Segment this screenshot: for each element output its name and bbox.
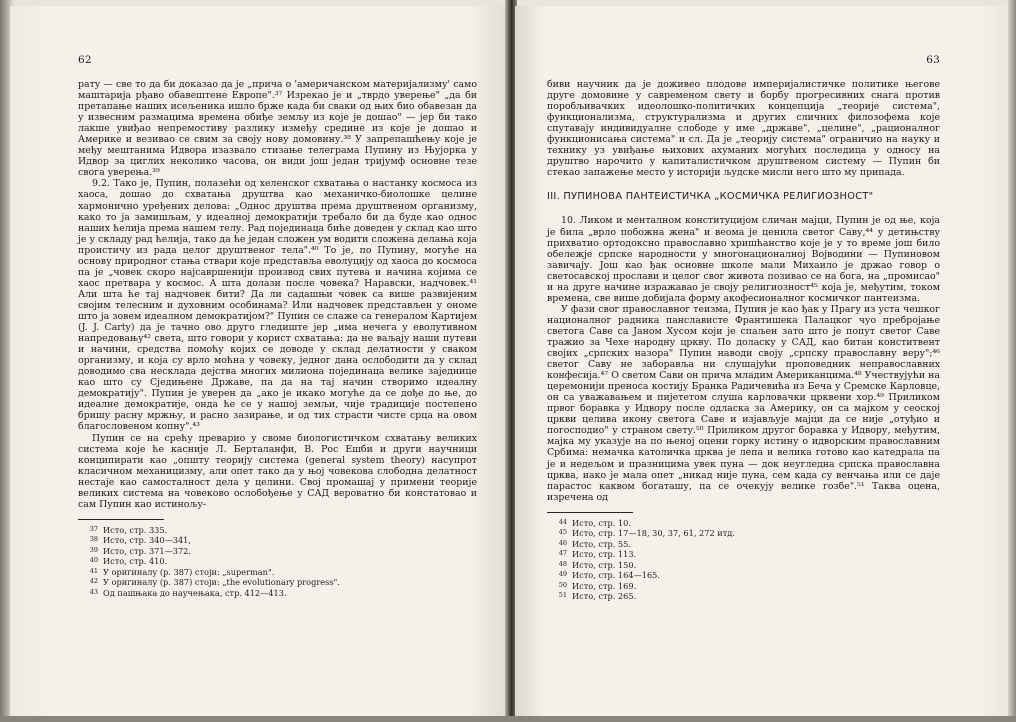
left-page bbox=[10, 6, 507, 716]
page-edge bbox=[0, 716, 1016, 722]
footnote-number: 44 bbox=[558, 517, 567, 526]
page-edge bbox=[1008, 0, 1016, 722]
body-paragraph: рату — све то да би доказао да је „прича о 'америчанском материјализму' само маштарија рђаво обавештене Европе".³⁷ Изрекао је и „тврдо уверење" „да би претапање наших исељеника ишло брже када би сваки од њих био обавезан да у извесним размацима времена обиђе земљу из које је дошао" — јер би тако лакше увиђао непремостиву разлику између средине из које је дошао и Америке и везивао се свим за своју нову домовину.³⁸ У запрепашћењу које је међу мештанима Идвора изазвало стизање телеграма Пупину из Њујорка у Идвор за циглих неколико часова, он види још један тријумф основне тезе свога уверења.³⁹ bbox=[78, 79, 477, 179]
footnote-number: 47 bbox=[558, 549, 567, 558]
footnote bbox=[547, 591, 940, 602]
footnote bbox=[547, 581, 940, 592]
footnote bbox=[547, 539, 940, 550]
footnote bbox=[78, 567, 477, 578]
footnote bbox=[78, 546, 477, 557]
footnote bbox=[78, 556, 477, 567]
section-heading: III. ПУПИНОВА ПАНТЕИСТИЧКА „КОСМИЧКА РЕЛИГИОЗНОСТ" bbox=[547, 191, 874, 203]
footnote bbox=[547, 518, 940, 529]
footnote-number: 51 bbox=[558, 591, 567, 600]
footnote-number: 48 bbox=[558, 559, 567, 568]
page-number: 63 bbox=[926, 54, 940, 66]
right-page bbox=[515, 6, 1008, 716]
footnote-text: Исто, стр. 169. bbox=[572, 580, 637, 591]
footnote-text: У оригиналу (р. 387) стоји: „the evolutionary progress". bbox=[103, 577, 340, 588]
footnote-text: Исто, стр. 150. bbox=[572, 559, 637, 570]
footnotes bbox=[547, 518, 940, 602]
footnote-number: 49 bbox=[558, 570, 567, 579]
footnote-divider bbox=[547, 512, 633, 513]
footnote-number: 39 bbox=[89, 545, 98, 554]
footnote bbox=[78, 577, 477, 588]
footnote-number: 38 bbox=[89, 535, 98, 544]
footnote-text: Исто, стр. 340—341, bbox=[103, 535, 191, 546]
footnote-text: Исто, стр. 335. bbox=[103, 524, 168, 535]
footnote-number: 42 bbox=[89, 577, 98, 586]
footnote-text: Исто, стр. 410. bbox=[103, 556, 168, 567]
footnote-text: Исто, стр. 265. bbox=[572, 591, 637, 602]
body-paragraph: У фази свог православног теизма, Пупин је као ђак у Прагу из уста чешког националног радника панславистe Франтишека Палацког чуо пребројање светога Саве са Јаном Хусом који је спаљен зато што је попут светог Саве тражио за Чехе народну цркву. По доласку у САД, као битан конститвент својих „српских назора" Пупин наводи своју „српску православну веру";⁴⁶ светог Саву не заборавља ни слушајући проповедник неправославних конфесија.⁴⁷ О светом Сави он прича младим Американцима.⁴⁸ Учествујући на церемонији преноса костију Бранка Радичевића из Беча у Сремске Карловце, он са уважавањем и пијететом слуша карловачки црквени хор.⁴⁹ Приликом првог боравка у Идвору после одласка за Америку, он са мајком у сеоској цркви целива икону светога Саве и изјављује мајци да се није „отуђио и погосподио" у страном свету.⁵⁰ Приликом другог боравка у Идвору, међутим, мајка му указује на по њеној оцени горку истину о идворским православним Србима: немачка католичка црква је лепа и велика готово као катедрала па је и недељом и празницима увек пуна — док неугледна српска православна црква, иако је мала опет „никад није пуна, сем када су венчања или се даје парастос каквом богаташу, па се очекују велике гозбе".⁵¹ Таква оцена, изречена од bbox=[547, 303, 940, 503]
body-paragraph: Пупин се на срећу преварио у своме биологистичком схватању великих система које ће касније Л. Берталанфи, В. Рос Ешби и други научници конципирати као „општу теорију система (general system theory) насупрот класичном механицизму, али опет тако да у њој човекова слободна делатност нестаје као самосталност дела у целини. Свој промашај у примени теорије великих система на човеково ослобођење у САД вероватно би констатовао и сам Пупин као истинољу- bbox=[78, 432, 477, 510]
footnote-divider bbox=[78, 519, 164, 520]
footnote-text: Исто, стр. 371—372. bbox=[103, 545, 191, 556]
page-body-text bbox=[78, 79, 477, 510]
footnote bbox=[78, 525, 477, 536]
footnote bbox=[547, 570, 940, 581]
footnote bbox=[547, 560, 940, 571]
footnote-number: 40 bbox=[89, 556, 98, 565]
footnote-number: 45 bbox=[558, 528, 567, 537]
body-paragraph: 10. Ликом и менталном конституцијом сличан мајци, Пупин је од ње, која је била „врло побожна жена" и веома је ценила светог Саву,⁴⁴ у детињству прихватио ортодоксно православно хришћанство које је у то време још било обележје српске народности у многонационалној Војводини — Пупиновом завичају. Још као ђак основне школе мали Михаило је држао говор о светосавској прослави и целог свог живота позивао се на бога, на „промисао" и на друге начине изражавао је своју религиозност⁴⁵ која је, међутим, током времена, све више добијала форму акофесионалног космичког пантеизма. bbox=[547, 215, 940, 304]
footnote-text: Од пашњака до научењака, стр. 412—413. bbox=[103, 587, 287, 598]
footnote bbox=[547, 528, 940, 539]
footnote-text: Исто, стр. 55. bbox=[572, 538, 631, 549]
footnote-text: Исто, стр. 17—18, 30, 37, 61, 272 итд. bbox=[572, 528, 735, 539]
page-number: 62 bbox=[78, 54, 92, 66]
footnote-number: 41 bbox=[89, 566, 98, 575]
footnote bbox=[547, 549, 940, 560]
footnote-number: 37 bbox=[89, 524, 98, 533]
footnote bbox=[78, 535, 477, 546]
footnote bbox=[78, 588, 477, 599]
body-paragraph: 9.2. Тако је, Пупин, полазећи од хеленског схватања о настанку космоса из хаоса, дошао до схватања друштва као механичко-биолошке целине хармонично уређених делова: „Однос друштва према друштвеном организму, како то ја замишљам, у идеалној демократији требало би да буде као однос наших ћелија према нашем телу. Рад појединаца биће доведен у склад као што је у складу рад ћелија, тако да ће један сложен ум водити сложена делања која проистичу из рада целог друштвеног тела".⁴⁰ То је, по Пупину, могуће на основу природног стања ствари које представља еволуцију од хаоса до космоса па је „човек скоро најсавршенији производ свих путева и начина којима се хаос претвара у космос. А шта долази после човека? Наравски, надчовек.⁴¹ Али шта ће тај надчовек бити? Да ли садашњи човек са више развијеним својим телесним и духовним особинама? Или надчовек представљен у ономе што ја зовем идеалном демократијом?" Пупин се слаже са генералом Картијем (J. J. Carty) да је тачно ово друго гледиште јер „има нечега у еволутивном напредовању⁴² света, што говори у корист схватања: да не ваљају наши путеви и начини, средства помоћу којих се доводе у склад делатности у сваком организму, и која су врло моћна у човеку, једног дана ослободити да у склад доводимо сва несклада дејства многих милиона појединаца велике заједнице као што су Сједињене Државе, па да на тај начин створимо идеалну демократију". Пупин је уверен да „ако је икако могуће да се дође до ње, до идеалне демократије, онда ће се у нашој земљи, чије традиције постепено бришу расну мржњу, и расно зазирање, и од тих страсти чисте срца на овом благословеном копну".⁴³ bbox=[78, 178, 477, 433]
footnote-text: Исто, стр. 164—165. bbox=[572, 570, 660, 581]
footnote-text: Исто, стр. 10. bbox=[572, 517, 631, 528]
footnote-text: У оригиналу (р. 387) стоји: „superman". bbox=[103, 566, 275, 577]
page-body-text bbox=[547, 79, 940, 503]
footnotes bbox=[78, 525, 477, 599]
footnote-text: Исто, стр. 113. bbox=[572, 549, 637, 560]
footnote-number: 50 bbox=[558, 580, 567, 589]
footnote-number: 43 bbox=[89, 587, 98, 596]
footnote-number: 46 bbox=[558, 538, 567, 547]
body-paragraph: биви научник да је доживео плодове империјалистичке политике његове друге домовине у савременом свету и борбу прогресивних снага против поробљивачких идеолошко-политичких концепција „теорије система", функционализма, структурализма и других сличних филозофема које спутавају индивидуалне слободе у име „државе", „целине", „рационалног функционисања система" и сл. Да је „теорију система" ограничио на науку и технику уз увиђање њихових ахуманих могућих последица у односу на друштво нарочито у капиталистичком друштвеном систему — Пупин би стекао запажење место у историји људске мисли него што му припада. bbox=[547, 79, 940, 179]
